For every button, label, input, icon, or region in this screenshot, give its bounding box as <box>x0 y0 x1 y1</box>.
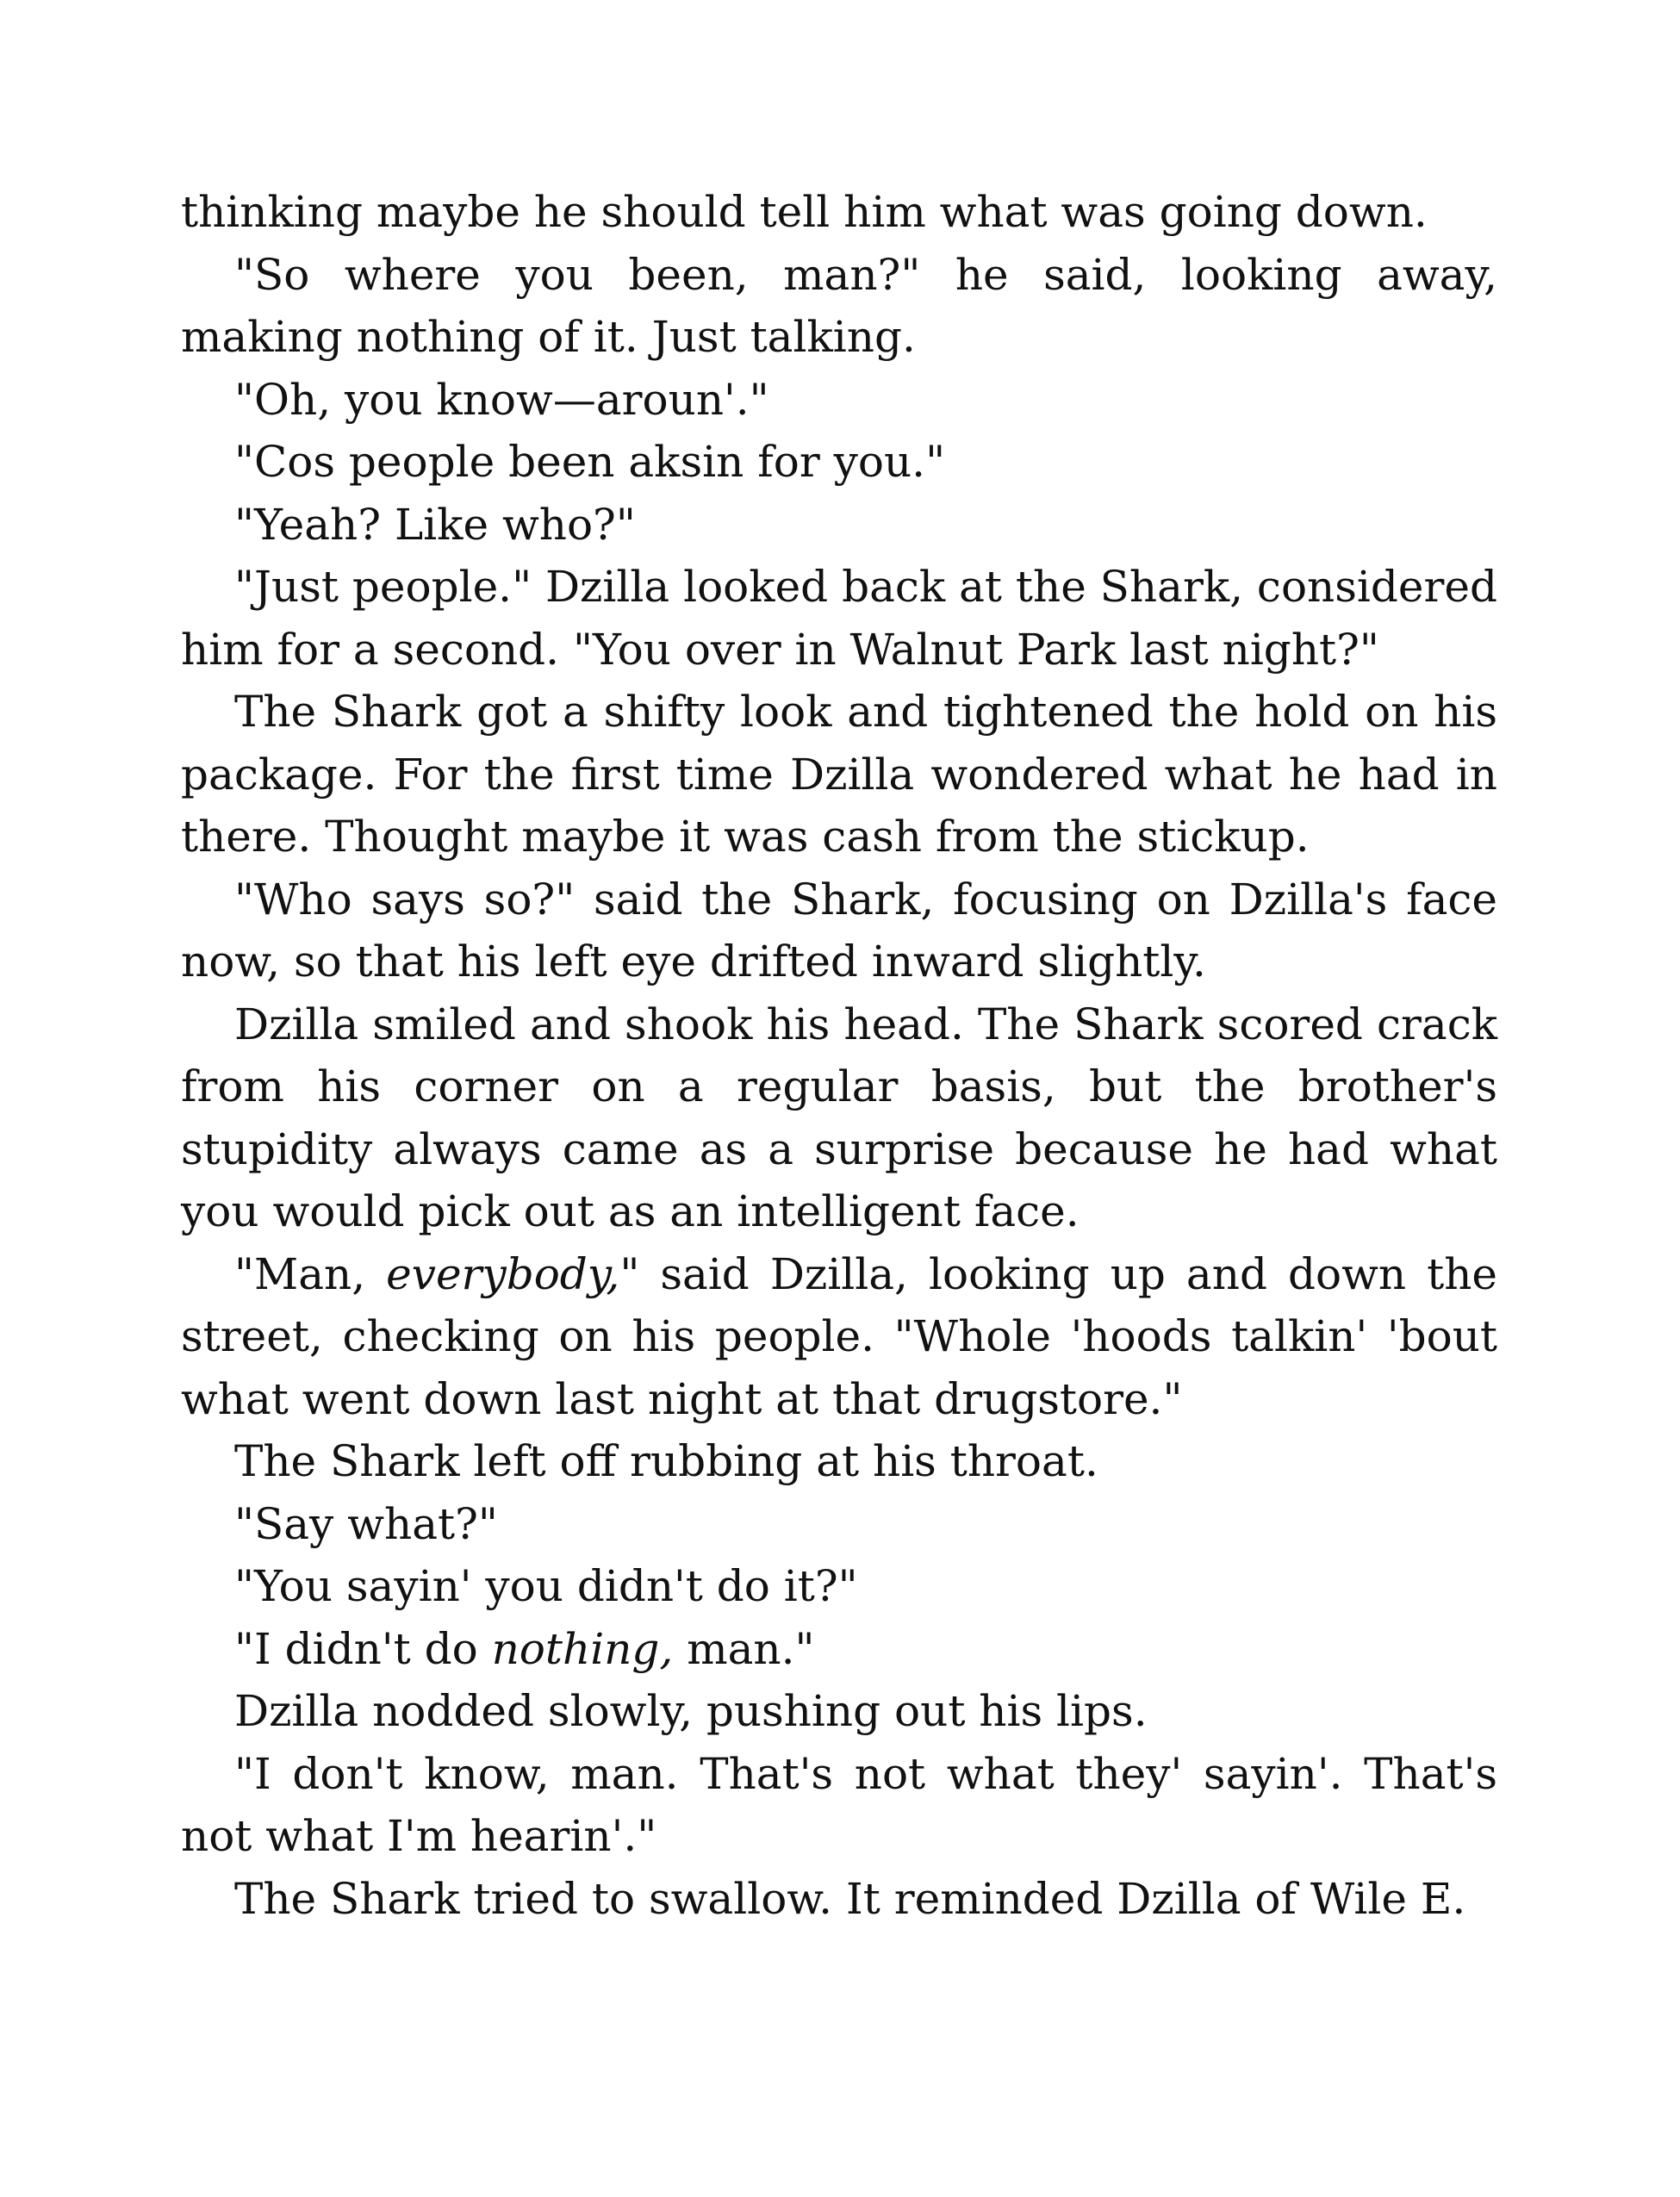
paragraph <box>181 1493 1497 1556</box>
paragraph <box>181 244 1497 369</box>
paragraph <box>181 1680 1497 1743</box>
text-span: "Say what?" <box>234 1498 498 1549</box>
paragraph <box>181 681 1497 868</box>
text-span: "Man, <box>234 1248 387 1299</box>
text-span: The Shark got a shifty look and tightened the hold on his package. For the first time Dzilla wondered what he had in there. Thought maybe it was cash from the stickup. <box>181 687 1497 862</box>
paragraph <box>181 556 1497 681</box>
text-span: "Just people." Dzilla looked back at the Shark, considered him for a second. "You over in Walnut Park last night?" <box>181 562 1497 675</box>
text-span: The Shark left off rubbing at his throat. <box>234 1436 1098 1486</box>
paragraph <box>181 1868 1497 1931</box>
paragraph <box>181 431 1497 494</box>
text-span: "I didn't do <box>234 1623 492 1674</box>
paragraph <box>181 1430 1497 1493</box>
text-span: "You sayin' you didn't do it?" <box>234 1561 858 1611</box>
paragraph <box>181 1243 1497 1431</box>
text-span: Dzilla smiled and shook his head. The Shark scored crack from his corner on a regular basis, but the brother's stupidity always came as a surprise because he had what you would pick out as an intelligent face. <box>181 999 1497 1236</box>
paragraph <box>181 1555 1497 1618</box>
text-span: "Oh, you know—aroun'." <box>234 374 769 425</box>
italic-text-span: nothing, <box>491 1623 674 1674</box>
text-span: Dzilla nodded slowly, pushing out his lips. <box>234 1686 1148 1736</box>
text-span: "I don't know, man. That's not what they' sayin'. That's not what I'm hearin'." <box>181 1748 1497 1861</box>
text-span: "Cos people been aksin for you." <box>234 437 946 487</box>
paragraph <box>181 494 1497 557</box>
paragraph <box>181 1743 1497 1868</box>
text-span: "Yeah? Like who?" <box>234 499 636 550</box>
paragraph <box>181 868 1497 993</box>
italic-text-span: everybody, <box>386 1248 620 1299</box>
paragraph <box>181 993 1497 1243</box>
text-span: "So where you been, man?" he said, looking away, making nothing of it. Just talking. <box>181 249 1497 362</box>
paragraph <box>181 369 1497 432</box>
text-span: The Shark tried to swallow. It reminded Dzilla of Wile E. <box>234 1873 1466 1924</box>
text-span: "Who says so?" said the Shark, focusing on Dzilla's face now, so that his left eye drifted inward slightly. <box>181 874 1497 986</box>
paragraph <box>181 1618 1497 1681</box>
text-span: man." <box>673 1623 815 1674</box>
text-span: thinking maybe he should tell him what was going down. <box>181 187 1428 237</box>
paragraph <box>181 181 1497 244</box>
text-span: " said Dzilla, looking up and down the street, checking on his people. "Whole 'hoods talkin' 'bout what went down last night at that drugstore." <box>181 1248 1497 1424</box>
page-body <box>181 181 1497 1930</box>
